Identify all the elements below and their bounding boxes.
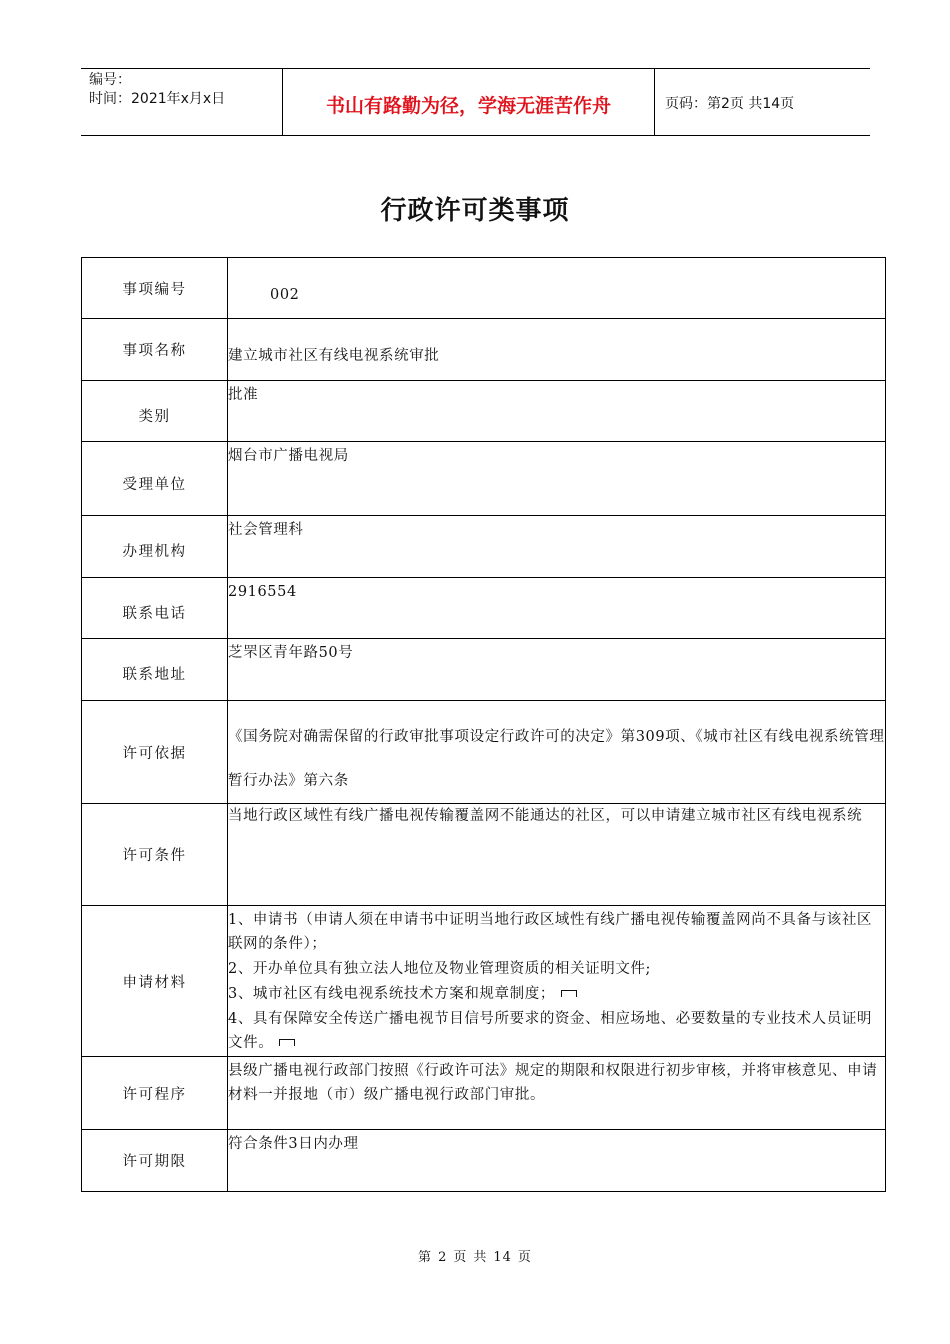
row-label: 许可期限 (82, 1130, 228, 1192)
table-row-category (82, 381, 886, 442)
row-label: 受理单位 (82, 442, 228, 516)
document-time: 时间：2021年x月x日 (89, 91, 226, 107)
list-item: 1、申请书（申请人须在申请书中证明当地行政区域性有线广播电视传输覆盖网尚不具备与该社区联网的条件）； (228, 912, 873, 952)
table-row-period (82, 1130, 886, 1192)
category-value: 批准 (228, 381, 886, 442)
handling-office-value: 社会管理科 (228, 516, 886, 578)
period-value: 符合条件3日内办理 (228, 1130, 886, 1192)
footer-page-total: 14 (493, 1250, 512, 1265)
footer-page-prefix: 第 (418, 1250, 433, 1265)
header-page-info: 页码：第2页 共14页 (665, 96, 795, 112)
footer-total-prefix: 共 (473, 1250, 488, 1265)
item-code-value: 002 (228, 258, 886, 319)
row-label: 类别 (82, 381, 228, 442)
row-label: 许可依据 (82, 701, 228, 804)
row-label: 办理机构 (82, 516, 228, 578)
row-label: 联系地址 (82, 639, 228, 701)
table-row-basis (82, 701, 886, 804)
row-label: 事项名称 (82, 319, 228, 381)
item-name-value: 建立城市社区有线电视系统审批 (228, 319, 886, 381)
table-row-accepting-unit (82, 442, 886, 516)
row-label: 许可条件 (82, 804, 228, 906)
accepting-unit-value: 烟台市广播电视局 (228, 442, 886, 516)
return-mark-icon (561, 990, 577, 997)
list-item: 2、开办单位具有独立法人地位及物业管理资质的相关证明文件; (228, 961, 652, 977)
document-number-label: 编号： (89, 72, 131, 88)
table-row-name (82, 319, 886, 381)
page-footer (0, 1246, 950, 1265)
page-header (81, 68, 870, 136)
table-row-procedure (82, 1057, 886, 1130)
document-title: 行政许可类事项 (380, 196, 570, 226)
phone-value: 2916554 (228, 578, 886, 639)
footer-total-unit: 页 (517, 1250, 532, 1265)
table-row-materials (82, 906, 886, 1057)
conditions-value: 当地行政区域性有线广播电视传输覆盖网不能通达的社区，可以申请建立城市社区有线电视系统 (228, 804, 886, 906)
item-table (81, 257, 886, 1192)
table-row-conditions (82, 804, 886, 906)
header-motto: 书山有路勤为径，学海无涯苦作舟 (283, 69, 655, 135)
list-item: 4、具有保障安全传送广播电视节目信号所要求的资金、相应场地、必要数量的专业技术人员证明文件。 (228, 1011, 873, 1051)
header-meta (81, 69, 283, 135)
row-label: 事项编号 (82, 258, 228, 319)
materials-list (228, 906, 886, 1057)
table-row-phone (82, 578, 886, 639)
address-value: 芝罘区青年路50号 (228, 639, 886, 701)
return-mark-icon (279, 1039, 295, 1046)
footer-page-current: 2 (438, 1250, 448, 1265)
table-row-address (82, 639, 886, 701)
table-row-code (82, 258, 886, 319)
row-label: 联系电话 (82, 578, 228, 639)
list-item: 3、城市社区有线电视系统技术方案和规章制度； (228, 982, 885, 1006)
footer-page-unit: 页 (453, 1250, 468, 1265)
row-label: 申请材料 (82, 906, 228, 1057)
basis-value: 《国务院对确需保留的行政审批事项设定行政许可的决定》第309项、《城市社区有线电视系统管理暂行办法》第六条 (228, 701, 886, 804)
procedure-value: 县级广播电视行政部门按照《行政许可法》规定的期限和权限进行初步审核，并将审核意见、申请材料一并报地（市）级广播电视行政部门审批。 (228, 1057, 886, 1130)
table-row-handling-office (82, 516, 886, 578)
row-label: 许可程序 (82, 1057, 228, 1130)
